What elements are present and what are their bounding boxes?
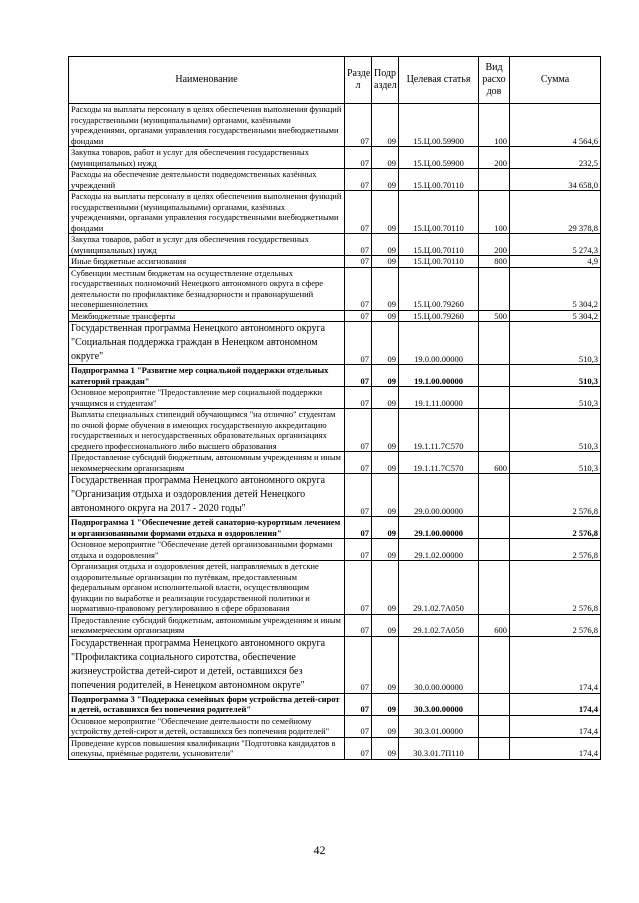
cell-name: Государственная программа Ненецкого автономного округа "Организация отдыха и оздоровления детей Ненецкого автономного округа на 2017 - 2020 годы" — [69, 474, 345, 517]
cell-sum: 510,3 — [510, 409, 601, 452]
cell-subsection: 09 — [372, 147, 399, 169]
cell-name: Подпрограмма 1 "Обеспечение детей санаторно-курортным лечением и организованными формами отдыха и оздоровления" — [69, 517, 345, 539]
cell-target: 30.3.01.00000 — [399, 715, 479, 737]
cell-vid — [479, 474, 510, 517]
cell-target: 19.1.11.00000 — [399, 387, 479, 409]
table-row — [69, 474, 601, 517]
cell-subsection: 09 — [372, 191, 399, 234]
table-row — [69, 561, 601, 615]
cell-name: Государственная программа Ненецкого автономного округа "Профилактика социального сиротства, обеспечение жизнеустройства детей-сирот и детей, оставшихся без попечения родителей, в Ненецком автономном округе" — [69, 636, 345, 693]
cell-name: Расходы на выплаты персоналу в целях обеспечения выполнения функций государственными (муниципальными) органами, казёнными учреждениями, органами управления государственными внебюджетными фондами — [69, 104, 345, 147]
cell-subsection: 09 — [372, 715, 399, 737]
table-row — [69, 104, 601, 147]
cell-vid — [479, 715, 510, 737]
cell-sum: 2 576,8 — [510, 539, 601, 561]
cell-vid — [479, 693, 510, 715]
cell-name: Основное мероприятие "Обеспечение детей организованными формами отдыха и оздоровления" — [69, 539, 345, 561]
cell-sum: 174,4 — [510, 715, 601, 737]
cell-vid — [479, 561, 510, 615]
cell-section: 07 — [345, 614, 372, 636]
cell-vid — [479, 737, 510, 759]
cell-target: 15.Ц.00.59900 — [399, 104, 479, 147]
cell-subsection: 09 — [372, 104, 399, 147]
cell-section: 07 — [345, 256, 372, 268]
cell-sum: 510,3 — [510, 365, 601, 387]
cell-vid — [479, 636, 510, 693]
cell-subsection: 09 — [372, 409, 399, 452]
cell-section: 07 — [345, 147, 372, 169]
cell-target: 15.Ц.00.79260 — [399, 267, 479, 310]
cell-target: 19.1.11.7С570 — [399, 409, 479, 452]
cell-subsection: 09 — [372, 693, 399, 715]
table-row — [69, 365, 601, 387]
cell-target: 30.3.00.00000 — [399, 693, 479, 715]
cell-sum: 510,3 — [510, 452, 601, 474]
cell-section: 07 — [345, 310, 372, 322]
header-sum: Сумма — [510, 57, 601, 104]
cell-sum: 2 576,8 — [510, 614, 601, 636]
cell-vid: 600 — [479, 614, 510, 636]
cell-sum: 174,4 — [510, 636, 601, 693]
cell-sum: 174,4 — [510, 693, 601, 715]
cell-sum: 2 576,8 — [510, 517, 601, 539]
cell-section: 07 — [345, 365, 372, 387]
header-row — [69, 57, 601, 104]
cell-name: Подпрограмма 1 "Развитие мер социальной поддержки отдельных категорий граждан" — [69, 365, 345, 387]
cell-sum: 2 576,8 — [510, 474, 601, 517]
cell-name: Проведение курсов повышения квалификации "Подготовка кандидатов в опекуны, приёмные родители, усыновители" — [69, 737, 345, 759]
cell-subsection: 09 — [372, 517, 399, 539]
cell-sum: 5 304,2 — [510, 267, 601, 310]
cell-target: 29.1.02.00000 — [399, 539, 479, 561]
table-row — [69, 267, 601, 310]
cell-subsection: 09 — [372, 365, 399, 387]
table-row — [69, 636, 601, 693]
cell-sum: 5 274,3 — [510, 234, 601, 256]
table-row — [69, 614, 601, 636]
cell-section: 07 — [345, 715, 372, 737]
cell-target: 29.1.00.00000 — [399, 517, 479, 539]
page-number: 42 — [313, 843, 326, 857]
cell-subsection: 09 — [372, 474, 399, 517]
cell-vid — [479, 365, 510, 387]
cell-section: 07 — [345, 452, 372, 474]
cell-vid: 200 — [479, 234, 510, 256]
cell-vid — [479, 169, 510, 191]
table-row — [69, 322, 601, 365]
cell-name: Субвенции местным бюджетам на осуществление отдельных государственных полномочий Ненецкого автономного округа в сфере деятельности по профилактике безнадзорности и правонарушений несовершеннолетних — [69, 267, 345, 310]
cell-vid: 200 — [479, 147, 510, 169]
cell-vid — [479, 267, 510, 310]
cell-vid: 800 — [479, 256, 510, 268]
table-row — [69, 539, 601, 561]
cell-name: Предоставление субсидий бюджетным, автономным учреждениям и иным некоммерческим организациям — [69, 452, 345, 474]
cell-name: Расходы на выплаты персоналу в целях обеспечения выполнения функций государственными (муниципальными) органами, казённых учреждениями, органами управления государственными внебюджетными фондами — [69, 191, 345, 234]
cell-subsection: 09 — [372, 310, 399, 322]
cell-sum: 510,3 — [510, 387, 601, 409]
cell-name: Государственная программа Ненецкого автономного округа "Социальная поддержка граждан в Ненецком автономном округе" — [69, 322, 345, 365]
cell-target: 19.0.00.00000 — [399, 322, 479, 365]
header-name: Наименование — [69, 57, 345, 104]
table-row — [69, 715, 601, 737]
cell-section: 07 — [345, 267, 372, 310]
cell-section: 07 — [345, 387, 372, 409]
table-row — [69, 693, 601, 715]
cell-subsection: 09 — [372, 452, 399, 474]
cell-name: Закупка товаров, работ и услуг для обеспечения государственных (муниципальных) нужд — [69, 234, 345, 256]
cell-sum: 5 304,2 — [510, 310, 601, 322]
cell-vid — [479, 409, 510, 452]
cell-target: 15.Ц.00.70110 — [399, 191, 479, 234]
cell-vid — [479, 539, 510, 561]
cell-target: 30.3.01.7П110 — [399, 737, 479, 759]
cell-name: Предоставление субсидий бюджетным, автономным учреждениям и иным некоммерческим организациям — [69, 614, 345, 636]
table-row — [69, 191, 601, 234]
cell-target: 29.1.02.7А050 — [399, 561, 479, 615]
cell-subsection: 09 — [372, 256, 399, 268]
cell-section: 07 — [345, 169, 372, 191]
cell-section: 07 — [345, 693, 372, 715]
cell-section: 07 — [345, 191, 372, 234]
cell-section: 07 — [345, 322, 372, 365]
cell-name: Организация отдыха и оздоровления детей, направляемых в детские оздоровительные организации по путёвкам, предоставленным федеральным органом исполнительной власти, осуществляющим функции по выработке и реализации государственной политики и нормативно-правовому регулированию в сфере образования — [69, 561, 345, 615]
cell-target: 19.1.00.00000 — [399, 365, 479, 387]
cell-target: 15.Ц.00.79260 — [399, 310, 479, 322]
cell-sum: 29 378,8 — [510, 191, 601, 234]
cell-target: 15.Ц.00.70110 — [399, 234, 479, 256]
cell-target: 15.Ц.00.70110 — [399, 256, 479, 268]
cell-section: 07 — [345, 517, 372, 539]
cell-target: 29.1.02.7А050 — [399, 614, 479, 636]
cell-name: Закупка товаров, работ и услуг для обеспечения государственных (муниципальных) нужд — [69, 147, 345, 169]
table-body — [69, 104, 601, 760]
cell-sum: 34 658,0 — [510, 169, 601, 191]
cell-section: 07 — [345, 561, 372, 615]
cell-section: 07 — [345, 737, 372, 759]
cell-section: 07 — [345, 539, 372, 561]
cell-subsection: 09 — [372, 737, 399, 759]
cell-subsection: 09 — [372, 234, 399, 256]
cell-subsection: 09 — [372, 614, 399, 636]
table-row — [69, 517, 601, 539]
cell-section: 07 — [345, 474, 372, 517]
header-vid: Вид расхо дов — [479, 57, 510, 104]
cell-sum: 2 576,8 — [510, 561, 601, 615]
cell-sum: 510,3 — [510, 322, 601, 365]
table-row — [69, 737, 601, 759]
cell-vid: 100 — [479, 104, 510, 147]
cell-subsection: 09 — [372, 387, 399, 409]
cell-subsection: 09 — [372, 322, 399, 365]
cell-vid — [479, 517, 510, 539]
cell-target: 15.Ц.00.70110 — [399, 169, 479, 191]
cell-name: Основное мероприятие "Предоставление мер социальной поддержки учащимся и студентам" — [69, 387, 345, 409]
cell-subsection: 09 — [372, 539, 399, 561]
cell-subsection: 09 — [372, 267, 399, 310]
cell-sum: 232,5 — [510, 147, 601, 169]
table-row — [69, 169, 601, 191]
cell-vid: 500 — [479, 310, 510, 322]
cell-sum: 174,4 — [510, 737, 601, 759]
header-section: Разде л — [345, 57, 372, 104]
cell-subsection: 09 — [372, 561, 399, 615]
budget-table — [68, 56, 601, 760]
cell-section: 07 — [345, 409, 372, 452]
cell-target: 30.0.00.00000 — [399, 636, 479, 693]
cell-section: 07 — [345, 234, 372, 256]
table-row — [69, 310, 601, 322]
cell-name: Выплаты специальных стипендий обучающимся "на отлично" студентам по очной форме обучения в имеющих государственную аккредитацию государственных и негосударственных образовательных организациях среднего профессионального либо высшего образования — [69, 409, 345, 452]
header-subsection: Подр аздел — [372, 57, 399, 104]
cell-target: 29.0.00.00000 — [399, 474, 479, 517]
header-target: Целевая статья — [399, 57, 479, 104]
cell-sum: 4 564,6 — [510, 104, 601, 147]
cell-name: Межбюджетные трансферты — [69, 310, 345, 322]
cell-name: Подпрограмма 3 "Поддержка семейных форм устройства детей-сирот и детей, оставшихся без попечения родителей" — [69, 693, 345, 715]
table-row — [69, 234, 601, 256]
table-row — [69, 256, 601, 268]
cell-vid: 100 — [479, 191, 510, 234]
cell-name: Иные бюджетные ассигнования — [69, 256, 345, 268]
cell-target: 19.1.11.7С570 — [399, 452, 479, 474]
table-row — [69, 387, 601, 409]
cell-subsection: 09 — [372, 169, 399, 191]
cell-vid: 600 — [479, 452, 510, 474]
table-row — [69, 147, 601, 169]
cell-section: 07 — [345, 104, 372, 147]
table-row — [69, 409, 601, 452]
cell-sum: 4,9 — [510, 256, 601, 268]
cell-name: Основное мероприятие "Обеспечение деятельности по семейному устройству детей-сирот и детей, оставшихся без попечения родителей" — [69, 715, 345, 737]
cell-vid — [479, 387, 510, 409]
cell-name: Расходы на обеспечение деятельности подведомственных казённых учреждений — [69, 169, 345, 191]
table-row — [69, 452, 601, 474]
cell-section: 07 — [345, 636, 372, 693]
cell-subsection: 09 — [372, 636, 399, 693]
cell-vid — [479, 322, 510, 365]
cell-target: 15.Ц.00.59900 — [399, 147, 479, 169]
